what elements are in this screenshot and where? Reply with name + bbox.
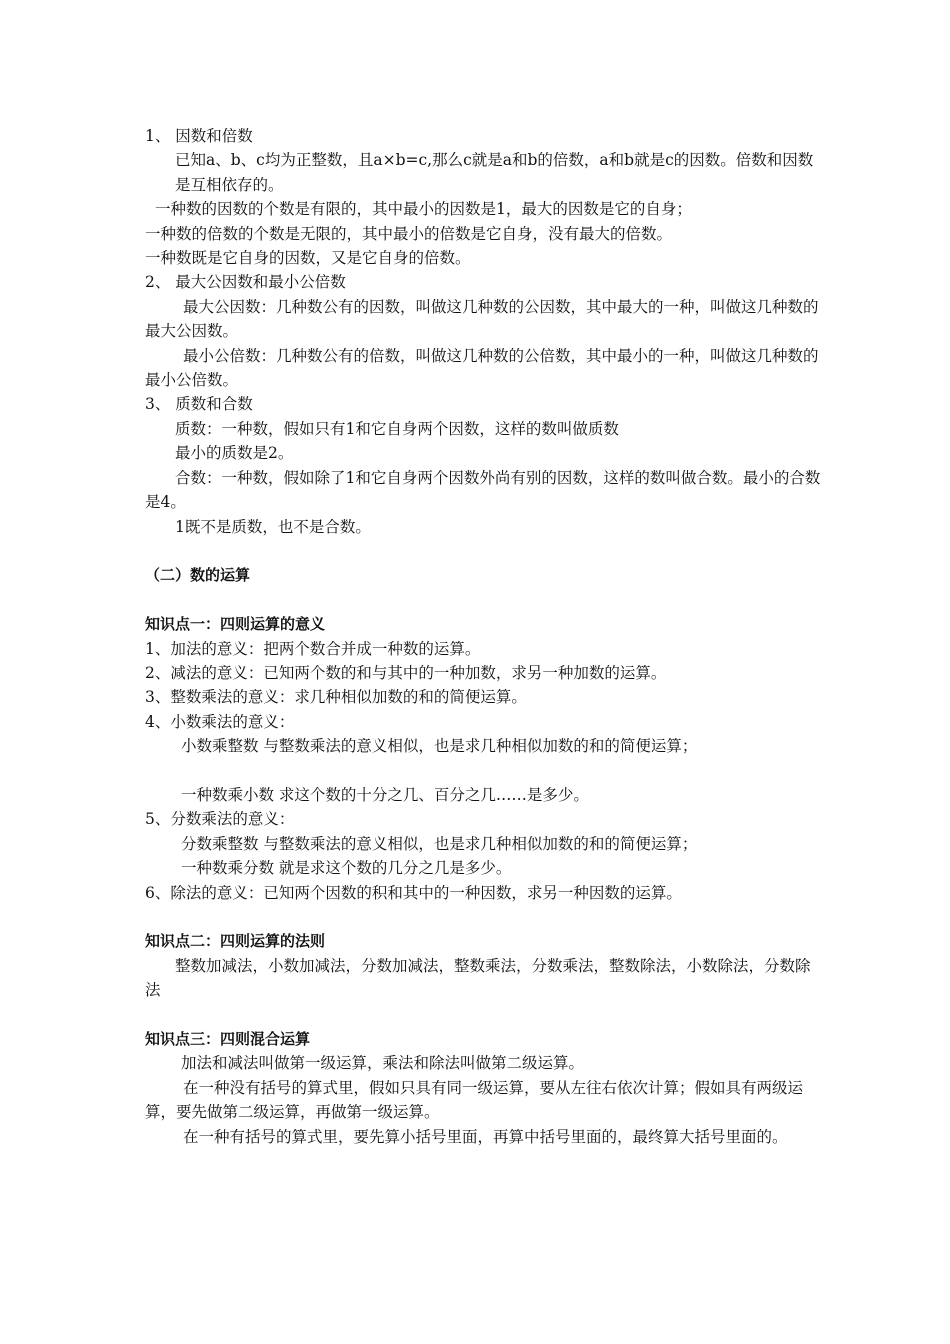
knowledge-3-paragraph-2: 在一种没有括号的算式里，假如只具有同一级运算，要从左往右依次计算；假如具有两级运算，要先做第二级运算，再做第一级运算。 [145, 1078, 804, 1122]
knowledge-1-line-4: 4、小数乘法的意义： [145, 712, 295, 731]
section-3-paragraph-1: 质数：一种数，假如只有1和它自身两个因数，这样的数叫做质数 [175, 419, 619, 438]
knowledge-1-line-6: 6、除法的意义：已知两个因数的积和其中的一种因数，求另一种因数的运算。 [145, 883, 682, 902]
knowledge-3-title: 知识点三：四则混合运算 [145, 1029, 311, 1048]
knowledge-1-line-5a: 分数乘整数 与整数乘法的意义相似，也是求几种相似加数的和的简便运算； [181, 834, 698, 853]
section-3-paragraph-4: 1既不是质数，也不是合数。 [175, 517, 371, 536]
knowledge-3-paragraph-1: 加法和减法叫做第一级运算，乘法和除法叫做第二级运算。 [181, 1054, 585, 1073]
section-3-paragraph-2: 最小的质数是2。 [175, 444, 294, 463]
section-1-paragraph-1: 已知a、b、c均为正整数，且a×b=c,那么c就是a和b的倍数，a和b就是c的因数。倍数和因数是互相依存的。 [175, 151, 814, 194]
knowledge-1-line-4a: 小数乘整数 与整数乘法的意义相似，也是求几种相似加数的和的简便运算； [181, 737, 698, 756]
section-2-title: 2、 最大公因数和最小公倍数 [145, 273, 346, 292]
knowledge-1-line-3: 3、整数乘法的意义：求几种相似加数的和的简便运算。 [145, 688, 527, 707]
section-3-paragraph-3: 合数：一种数，假如除了1和它自身两个因数外尚有别的因数，这样的数叫做合数。最小的合数是4。 [145, 468, 821, 512]
part-2-title: （二）数的运算 [145, 566, 251, 585]
knowledge-2-paragraph: 整数加减法，小数加减法，分数加减法，整数乘法，分数乘法，整数除法，小数除法，分数除法 [145, 956, 811, 1000]
knowledge-1-line-2: 2、减法的意义：已知两个数的和与其中的一种加数，求另一种加数的运算。 [145, 663, 667, 682]
section-2-paragraph-2: 最小公倍数：几种数公有的倍数，叫做这几种数的公倍数，其中最小的一种，叫做这几种数的最小公倍数。 [145, 346, 819, 390]
knowledge-1-line-1: 1、加法的意义：把两个数合并成一种数的运算。 [145, 639, 481, 658]
section-3-title: 3、 质数和合数 [145, 395, 253, 414]
section-1-title: 1、 因数和倍数 [145, 127, 253, 145]
section-1-paragraph-2c: 一种数既是它自身的因数，又是它自身的倍数。 [145, 249, 471, 268]
section-1-paragraph-2a: 一种数的因数的个数是有限的，其中最小的因数是1，最大的因数是它的自身； [155, 200, 692, 219]
knowledge-3-paragraph-3: 在一种有括号的算式里，要先算小括号里面，再算中括号里面的，最终算大括号里面的。 [183, 1127, 788, 1146]
knowledge-1-line-5: 5、分数乘法的意义： [145, 810, 295, 829]
knowledge-1-line-5b: 一种数乘分数 就是求这个数的几分之几是多少。 [181, 859, 512, 878]
knowledge-1-title: 知识点一：四则运算的意义 [145, 615, 326, 634]
knowledge-1-line-4b: 一种数乘小数 求这个数的十分之几、百分之几……是多少。 [181, 785, 589, 804]
section-2-paragraph-1: 最大公因数：几种数公有的因数，叫做这几种数的公因数，其中最大的一种，叫做这几种数的最大公因数。 [145, 297, 819, 341]
knowledge-2-title: 知识点二：四则运算的法则 [145, 932, 326, 951]
section-1-paragraph-2b: 一种数的倍数的个数是无限的，其中最小的倍数是它自身，没有最大的倍数。 [145, 224, 673, 243]
document-page [145, 124, 825, 1149]
